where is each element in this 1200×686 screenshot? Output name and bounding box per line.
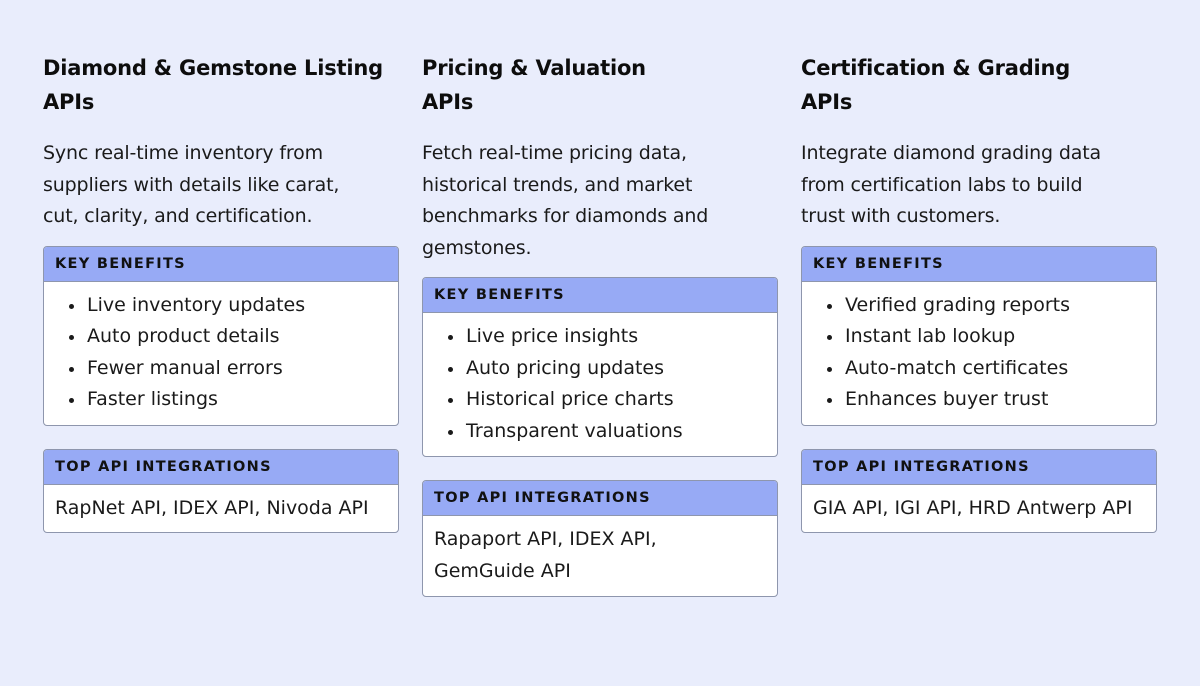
benefit-item: Faster listings bbox=[44, 384, 398, 416]
description-line: trust with customers. bbox=[801, 205, 1001, 227]
benefit-item: Live inventory updates bbox=[44, 290, 398, 322]
benefit-item: Transparent valuations bbox=[423, 416, 777, 448]
description-line: Fetch real-time pricing data, bbox=[422, 142, 687, 164]
benefit-item: Instant lab lookup bbox=[802, 321, 1156, 353]
column-listing-apis bbox=[43, 51, 399, 533]
top-integrations-card bbox=[43, 449, 399, 534]
integrations-line: GemGuide API bbox=[434, 559, 571, 582]
integrations-text bbox=[44, 485, 398, 533]
description-line: gemstones. bbox=[422, 236, 532, 259]
key-benefits-header: KEY BENEFITS bbox=[44, 247, 398, 282]
top-integrations-header: TOP API INTEGRATIONS bbox=[423, 481, 777, 516]
column-title bbox=[422, 51, 778, 119]
benefit-item: Historical price charts bbox=[423, 384, 777, 416]
column-description bbox=[801, 138, 1157, 233]
benefits-list bbox=[44, 282, 398, 425]
integrations-line: RapNet API, IDEX API, Nivoda API bbox=[55, 496, 369, 519]
top-integrations-card bbox=[422, 480, 778, 596]
benefits-list bbox=[802, 282, 1156, 425]
description-line: historical trends, and market bbox=[422, 173, 693, 196]
column-title-line: APIs bbox=[422, 90, 474, 114]
benefit-item: Fewer manual errors bbox=[44, 353, 398, 385]
column-title-line: Certification & Grading bbox=[801, 56, 1071, 80]
key-benefits-card bbox=[43, 246, 399, 426]
description-line: Integrate diamond grading data bbox=[801, 142, 1102, 164]
column-description bbox=[43, 138, 399, 233]
key-benefits-header: KEY BENEFITS bbox=[802, 247, 1156, 282]
key-benefits-card bbox=[422, 277, 778, 457]
integrations-text bbox=[802, 485, 1156, 533]
integrations-line: Rapaport API, IDEX API, bbox=[434, 528, 657, 551]
description-line: Sync real-time inventory from bbox=[43, 142, 323, 164]
description-line: suppliers with details like carat, bbox=[43, 173, 340, 196]
top-integrations-header: TOP API INTEGRATIONS bbox=[44, 450, 398, 485]
integrations-line: GIA API, IGI API, HRD Antwerp API bbox=[813, 496, 1133, 519]
column-title bbox=[43, 51, 399, 119]
column-title-line: Diamond & Gemstone Listing bbox=[43, 56, 383, 80]
top-integrations-card bbox=[801, 449, 1157, 534]
column-certification-apis bbox=[801, 51, 1157, 533]
description-line: benchmarks for diamonds and bbox=[422, 205, 709, 227]
benefits-list bbox=[423, 313, 777, 456]
integrations-text bbox=[423, 516, 777, 595]
column-description bbox=[422, 138, 778, 264]
benefit-item: Enhances buyer trust bbox=[802, 384, 1156, 416]
key-benefits-header: KEY BENEFITS bbox=[423, 278, 777, 313]
benefit-item: Live price insights bbox=[423, 321, 777, 353]
description-line: cut, clarity, and certification. bbox=[43, 205, 313, 227]
top-integrations-header: TOP API INTEGRATIONS bbox=[802, 450, 1156, 485]
column-title-line: APIs bbox=[801, 90, 853, 114]
benefit-item: Auto product details bbox=[44, 321, 398, 353]
column-title-line: APIs bbox=[43, 90, 95, 114]
benefit-item: Auto pricing updates bbox=[423, 353, 777, 385]
column-title bbox=[801, 51, 1157, 119]
description-line: from certification labs to build bbox=[801, 173, 1083, 196]
column-title-line: Pricing & Valuation bbox=[422, 56, 646, 80]
column-pricing-apis bbox=[422, 51, 778, 597]
benefit-item: Auto-match certificates bbox=[802, 353, 1156, 385]
key-benefits-card bbox=[801, 246, 1157, 426]
benefit-item: Verified grading reports bbox=[802, 290, 1156, 322]
